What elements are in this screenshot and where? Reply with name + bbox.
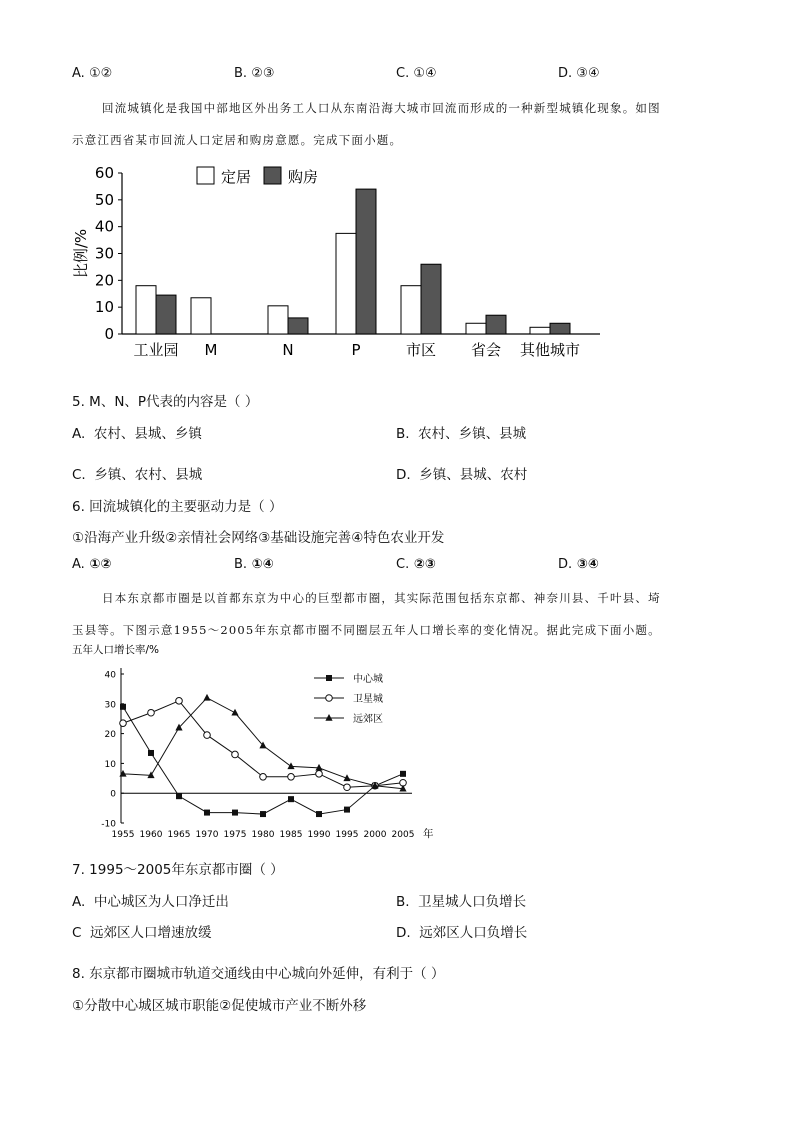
x-tick-label: 1975 xyxy=(223,830,247,840)
point-远郊区 xyxy=(119,770,126,777)
bar-定居-工业园 xyxy=(136,286,156,334)
bar-定居-市区 xyxy=(401,286,421,334)
y-tick-label: 20 xyxy=(104,730,116,741)
passage1-line2: 示意江西省某市回流人口定居和购房意愿。完成下面小题。 xyxy=(72,133,403,147)
q6-choices: ①沿海产业升级②亲情社会网络③基础设施完善④特色农业开发 xyxy=(72,530,445,546)
point-中心城 xyxy=(288,796,294,802)
q5-option-d: D. 乡镇、县城、农村 xyxy=(396,467,528,483)
x-tick-label: 1995 xyxy=(335,830,359,840)
bar-定居-其他城市 xyxy=(530,327,550,334)
x-tick-label: 1955 xyxy=(111,830,135,840)
point-卫星城 xyxy=(288,774,295,781)
bar-购房-其他城市 xyxy=(550,323,570,334)
category-label: P xyxy=(351,341,361,359)
q6-stem: 6. 回流城镇化的主要驱动力是（ ） xyxy=(72,499,283,515)
y-tick-label: -10 xyxy=(101,819,116,830)
legend-label: 购房 xyxy=(288,168,319,186)
bar-购房-省会 xyxy=(486,315,506,334)
category-label: 工业园 xyxy=(133,341,179,359)
q7-option-c: C 远郊区人口增速放缓 xyxy=(72,925,212,941)
y-axis-label: 比例/% xyxy=(72,228,90,279)
point-卫星城 xyxy=(176,698,183,705)
prev-option-c: C. ①④ xyxy=(396,66,437,81)
category-label: N xyxy=(282,341,294,359)
x-tick-label: 1980 xyxy=(251,830,275,840)
point-卫星城 xyxy=(148,709,155,716)
legend-marker xyxy=(326,695,333,702)
point-远郊区 xyxy=(231,709,238,716)
prev-option-b: B. ②③ xyxy=(234,66,275,81)
point-中心城 xyxy=(316,811,322,817)
bar-定居-N xyxy=(268,306,288,334)
q6-option-a: A. ①② xyxy=(72,557,112,572)
point-卫星城 xyxy=(232,751,239,758)
point-中心城 xyxy=(120,704,126,710)
q7-option-b: B. 卫星城人口负增长 xyxy=(396,894,527,910)
legend-label: 卫星城 xyxy=(353,694,383,705)
x-tick-label: 1985 xyxy=(279,830,303,840)
x-axis-label: 年 xyxy=(423,828,434,840)
q7-stem: 7. 1995～2005年东京都市圈（ ） xyxy=(72,862,284,878)
q8-stem: 8. 东京都市圈城市轨道交通线由中心城向外延伸，有利于（ ） xyxy=(72,966,445,982)
x-tick-label: 2005 xyxy=(391,830,415,840)
legend-label: 远郊区 xyxy=(353,714,383,725)
y-axis-label: 五年人口增长率/% xyxy=(72,644,160,656)
bar-定居-P xyxy=(336,233,356,334)
bar-购房-市区 xyxy=(421,264,441,334)
q6-option-c: C. ②③ xyxy=(396,557,436,572)
y-tick-label: 20 xyxy=(94,271,114,290)
q8-choices: ①分散中心城区城市职能②促使城市产业不断外移 xyxy=(72,998,367,1014)
x-tick-label: 2000 xyxy=(363,830,387,840)
prev-option-a: A. ①② xyxy=(72,66,113,81)
y-tick-label: 0 xyxy=(104,325,114,343)
y-tick-label: 10 xyxy=(94,298,114,317)
point-远郊区 xyxy=(287,762,294,769)
point-中心城 xyxy=(204,810,210,816)
y-tick-label: 40 xyxy=(94,217,114,236)
point-卫星城 xyxy=(120,720,127,727)
passage1-line1: 回流城镇化是我国中部地区外出务工人口从东南沿海大城市回流而形成的一种新型城镇化现象。如图 xyxy=(102,101,661,115)
q5-stem: 5. M、N、P代表的内容是（ ） xyxy=(72,394,259,410)
point-远郊区 xyxy=(203,694,210,701)
q7-option-a: A. 中心城区为人口净迁出 xyxy=(72,894,229,910)
point-中心城 xyxy=(260,811,266,817)
bar-购房-工业园 xyxy=(156,295,176,334)
legend-swatch xyxy=(264,167,281,184)
y-tick-label: 40 xyxy=(104,670,116,681)
point-中心城 xyxy=(176,793,182,799)
q6-option-b: B. ①④ xyxy=(234,557,274,572)
legend-marker xyxy=(325,714,332,721)
category-label: 其他城市 xyxy=(519,341,581,359)
y-tick-label: 0 xyxy=(110,789,116,800)
point-卫星城 xyxy=(260,774,267,781)
x-tick-label: 1960 xyxy=(139,830,163,840)
y-tick-label: 60 xyxy=(94,164,114,182)
point-卫星城 xyxy=(316,771,323,778)
category-label: 市区 xyxy=(405,341,437,359)
x-tick-label: 1990 xyxy=(307,830,331,840)
bar-购房-N xyxy=(288,318,308,334)
passage2-line1: 日本东京都市圈是以首都东京为中心的巨型都市圈，其实际范围包括东京都、神奈川县、千叶县、埼 xyxy=(102,591,661,605)
point-卫星城 xyxy=(344,784,351,791)
point-中心城 xyxy=(400,771,406,777)
point-中心城 xyxy=(232,810,238,816)
point-中心城 xyxy=(148,750,154,756)
bar-购房-P xyxy=(356,189,376,334)
category-label: M xyxy=(204,341,218,359)
x-tick-label: 1970 xyxy=(195,830,219,840)
q6-option-d: D. ③④ xyxy=(558,557,599,572)
bar-定居-省会 xyxy=(466,323,486,334)
line-chart xyxy=(72,640,452,845)
point-中心城 xyxy=(344,807,350,813)
y-tick-label: 30 xyxy=(94,244,114,263)
y-tick-label: 50 xyxy=(94,190,114,209)
legend-label: 定居 xyxy=(221,168,252,186)
legend-swatch xyxy=(197,167,214,184)
passage2-line2: 玉县等。下图示意1955～2005年东京都市圈不同圈层五年人口增长率的变化情况。据此完成下面小题。 xyxy=(72,623,661,637)
y-tick-label: 10 xyxy=(104,759,116,770)
prev-option-d: D. ③④ xyxy=(558,66,600,81)
legend-label: 中心城 xyxy=(353,674,383,685)
q5-option-a: A. 农村、县城、乡镇 xyxy=(72,426,202,442)
q5-option-c: C. 乡镇、农村、县城 xyxy=(72,467,203,483)
bar-chart xyxy=(60,160,620,365)
q7-option-d: D. 远郊区人口负增长 xyxy=(396,925,528,941)
legend-marker xyxy=(326,675,332,681)
bar-定居-M xyxy=(191,298,211,334)
q5-option-b: B. 农村、乡镇、县城 xyxy=(396,426,527,442)
y-tick-label: 30 xyxy=(104,700,116,711)
category-label: 省会 xyxy=(470,341,502,359)
point-卫星城 xyxy=(204,732,211,739)
x-tick-label: 1965 xyxy=(167,830,191,840)
